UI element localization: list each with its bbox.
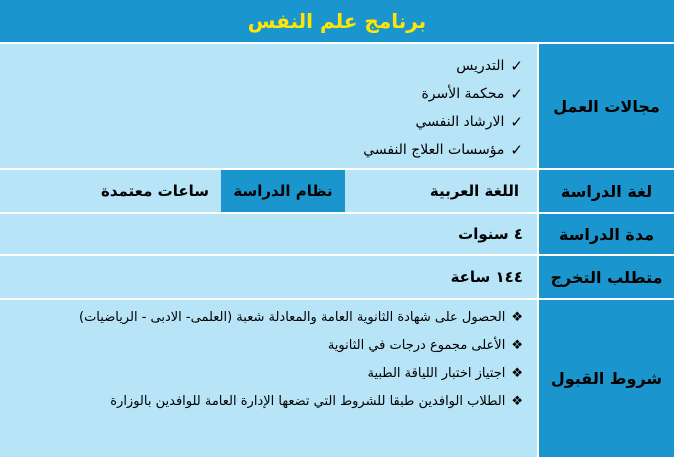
list-item: ❖ الحصول على شهادة الثانوية العامة والمعادلة شعبة (العلمى- الادبى - الرياضيات) xyxy=(16,304,523,332)
list-item: ✓ مؤسسات العلاج النفسي xyxy=(363,141,523,159)
work-fields-list xyxy=(0,44,537,168)
list-item: ❖ الطلاب الوافدين طبقا للشروط التي تضعها الإدارة العامة للوافدين بالوزارة xyxy=(16,388,523,416)
language-value: اللغة العربية xyxy=(429,182,519,200)
diamond-bullet-icon: ❖ xyxy=(511,338,523,353)
checkmark-icon: ✓ xyxy=(510,85,523,103)
language-label: لغة الدراسة xyxy=(537,170,674,212)
graduation-value: ١٤٤ ساعة xyxy=(0,256,537,298)
checkmark-icon: ✓ xyxy=(510,57,523,75)
language-content xyxy=(0,170,537,212)
graduation-label: متطلب التخرج xyxy=(537,256,674,298)
program-title: برنامج علم النفس xyxy=(0,0,674,44)
work-fields-row xyxy=(0,44,674,170)
study-system-label: نظام الدراسة xyxy=(221,170,345,212)
duration-row xyxy=(0,214,674,256)
work-fields-label: مجالات العمل xyxy=(537,44,674,168)
list-item: ❖ الأعلى مجموع درجات في الثانوية xyxy=(16,332,523,360)
admission-list xyxy=(0,300,537,457)
admission-row xyxy=(0,300,674,457)
duration-value: ٤ سنوات xyxy=(0,214,537,254)
list-item: ✓ التدريس xyxy=(456,57,523,75)
study-system-value: ساعات معتمدة xyxy=(100,182,209,200)
duration-label: مدة الدراسة xyxy=(537,214,674,254)
list-item: ✓ محكمة الأسرة xyxy=(421,85,523,103)
diamond-bullet-icon: ❖ xyxy=(511,366,523,381)
list-item: ❖ اجتياز اختبار اللياقة الطبية xyxy=(16,360,523,388)
list-item: ✓ الارشاد النفسي xyxy=(415,113,523,131)
diamond-bullet-icon: ❖ xyxy=(511,310,523,325)
language-row xyxy=(0,170,674,214)
checkmark-icon: ✓ xyxy=(510,141,523,159)
graduation-row xyxy=(0,256,674,300)
admission-label: شروط القبول xyxy=(537,300,674,457)
checkmark-icon: ✓ xyxy=(510,113,523,131)
diamond-bullet-icon: ❖ xyxy=(511,394,523,409)
